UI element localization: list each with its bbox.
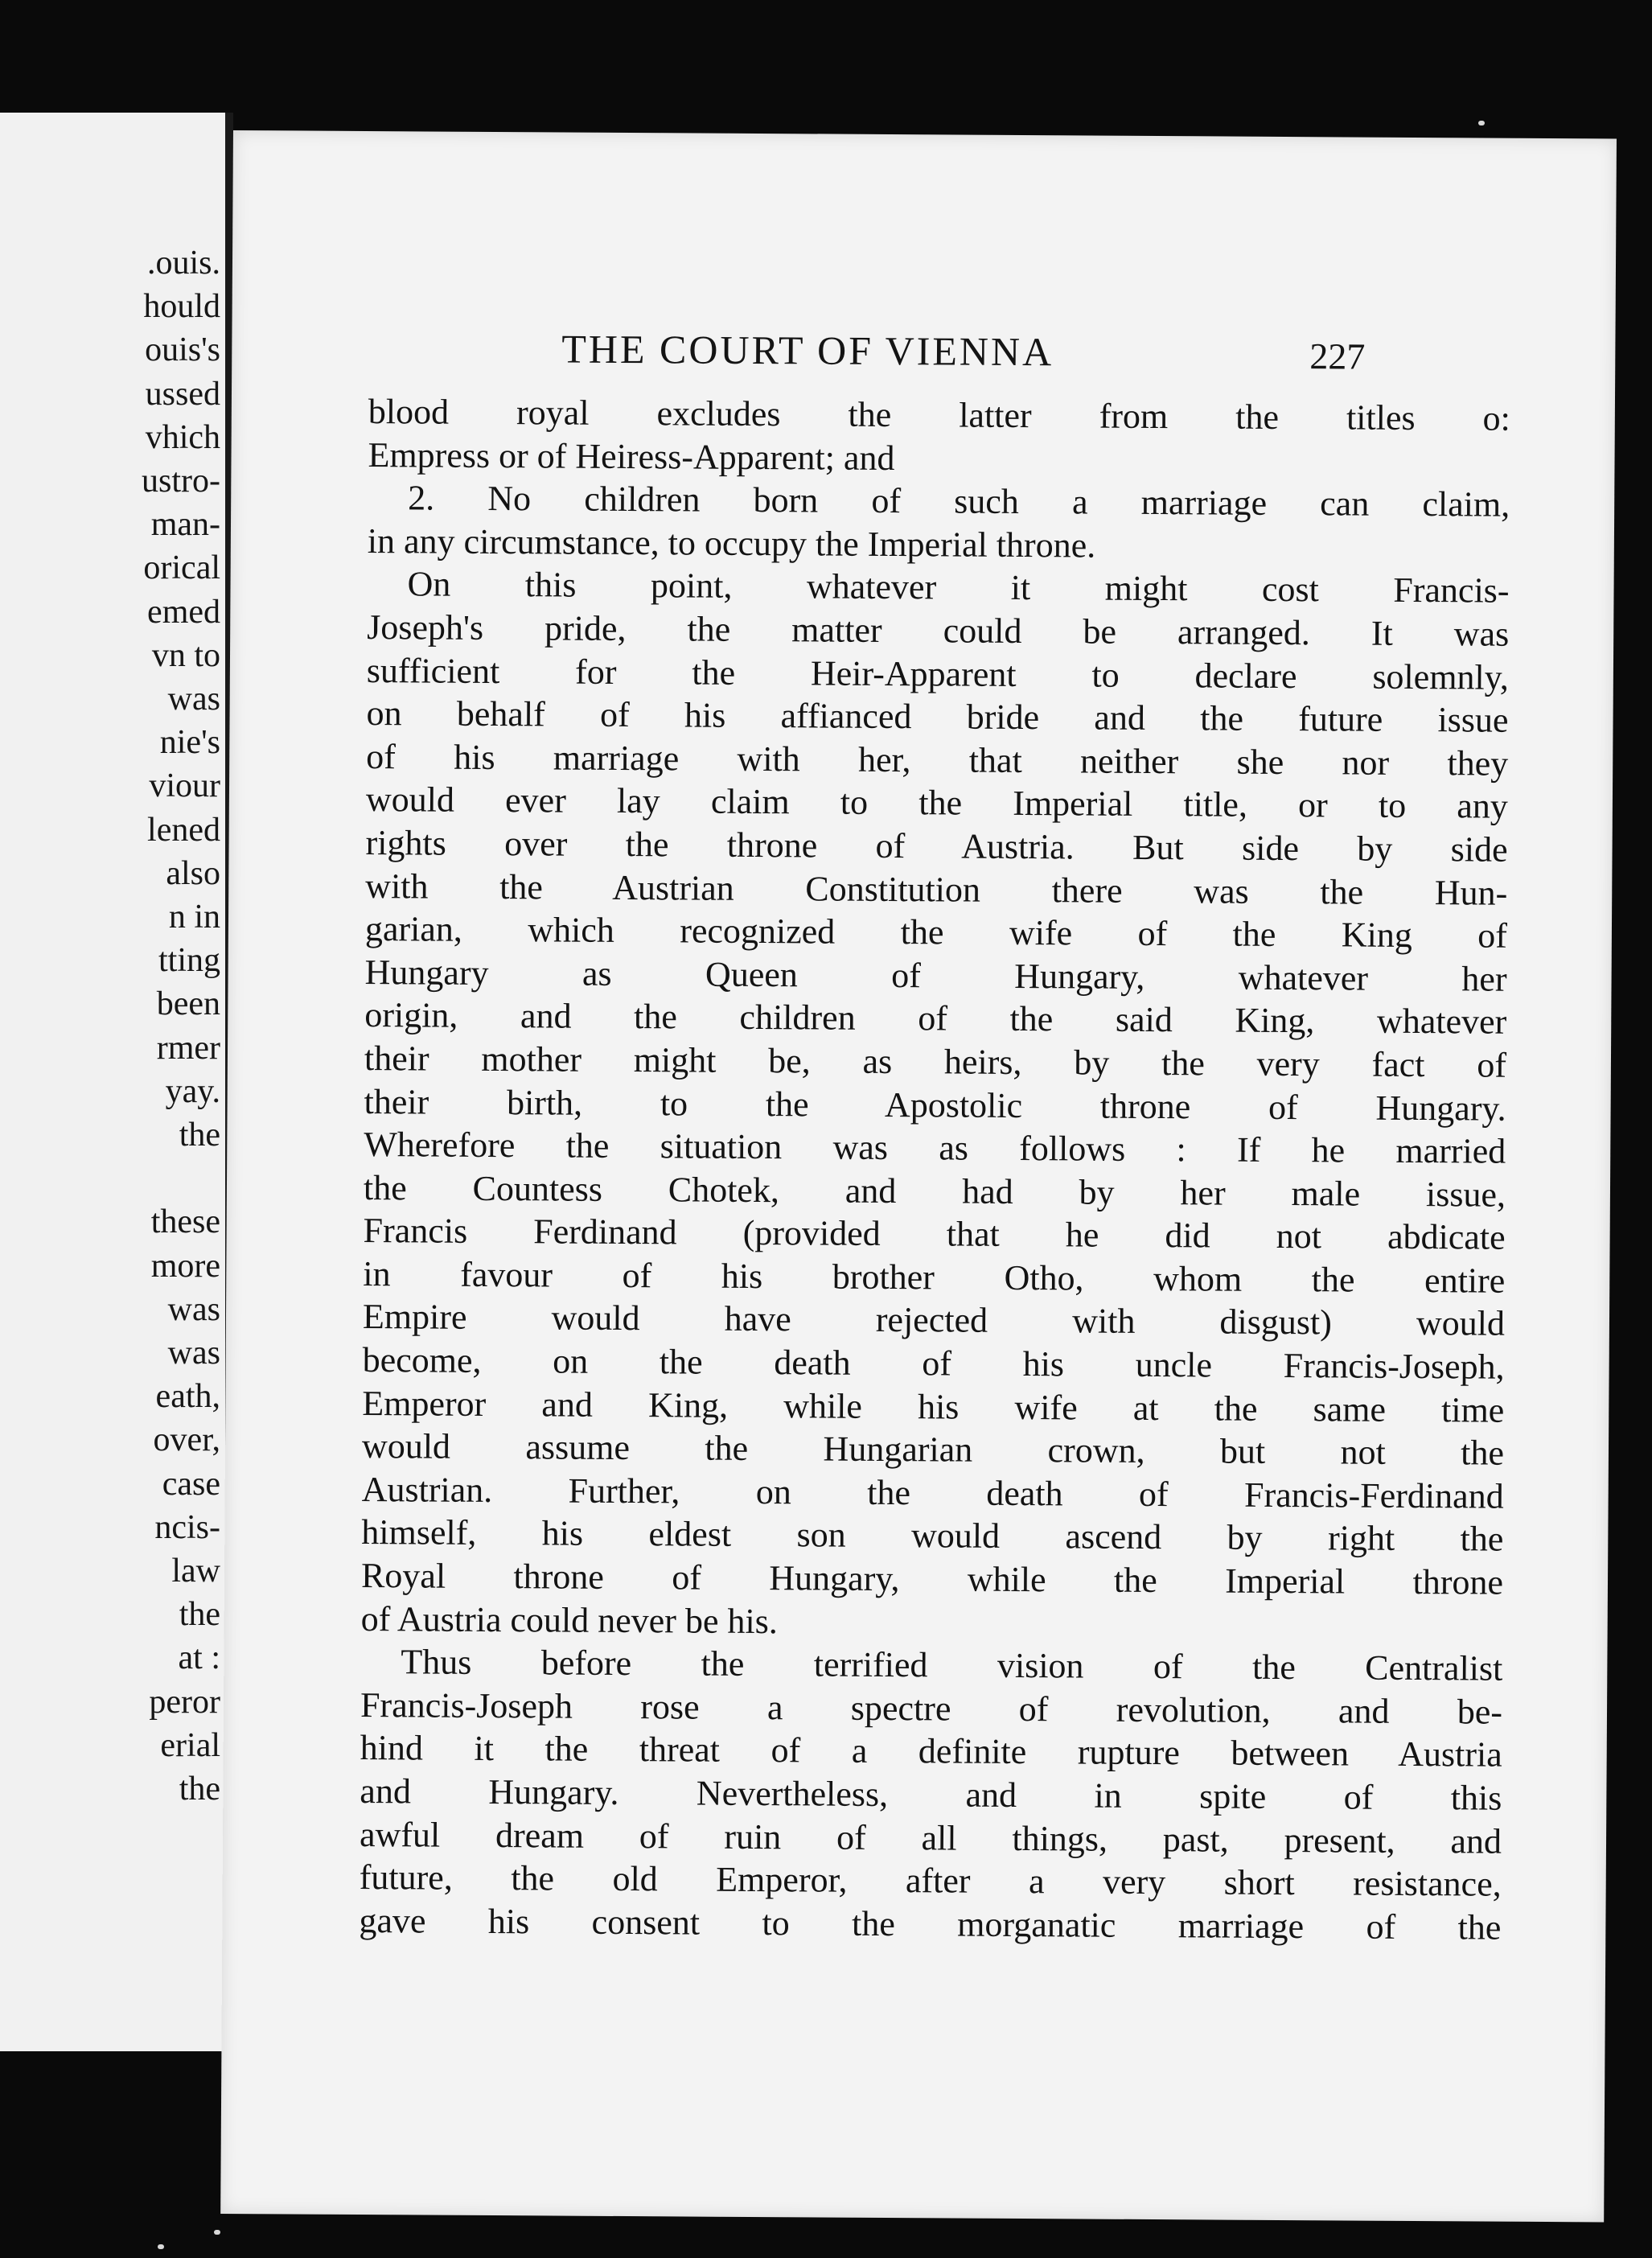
text-line: and Hungary. Nevertheless, and in spite of this [360, 1771, 1502, 1818]
text-line: Empire would have rejected with disgust) would [362, 1297, 1506, 1344]
text-line: with the Austrian Constitution there was the Hun- [365, 866, 1508, 913]
left-page-line-fragment: the [179, 1117, 220, 1154]
left-page-line-fragment: tting [158, 942, 220, 980]
left-page-line-fragment: emed [147, 593, 220, 631]
text-line: would assume the Hungarian crown, but not the [361, 1426, 1505, 1473]
left-page-line-fragment: peror [149, 1683, 220, 1721]
left-page-line-fragment: vn to [151, 636, 220, 674]
text-line: Royal throne of Hungary, while the Imperial throne [360, 1556, 1504, 1602]
left-page-line-fragment: case [162, 1465, 220, 1503]
text-line: would ever lay claim to the Imperial title, or to any [365, 779, 1509, 827]
text-line: On this point, whatever it might cost Francis- [407, 564, 1510, 611]
text-line: Wherefore the situation was as follows : If he married [364, 1125, 1506, 1171]
scan-speck [214, 2230, 220, 2235]
text-line: Joseph's pride, the matter could be arranged. It was [367, 607, 1510, 654]
left-page-line-fragment: nie's [159, 724, 220, 762]
left-page-line-fragment: law [171, 1553, 220, 1590]
left-page-line-fragment: ustro- [142, 463, 220, 500]
left-page-line-fragment: vhich [145, 418, 220, 456]
left-page-line-fragment: .ouis. [146, 245, 220, 282]
text-line: in favour of his brother Otho, whom the entire [363, 1253, 1506, 1301]
text-line: Hungary as Queen of Hungary, whatever her [364, 952, 1507, 999]
left-page-line-fragment: also [166, 854, 220, 892]
left-page-line-fragment: n in [168, 899, 220, 936]
left-page-line-fragment: hould [143, 288, 220, 326]
text-line: origin, and the children of the said King, whatever [364, 995, 1507, 1043]
left-page-line-fragment: was [167, 1290, 220, 1328]
left-page-line-fragment: over, [153, 1421, 220, 1459]
left-page-line-fragment: man- [150, 506, 220, 544]
running-title: THE COURT OF VIENNA [561, 326, 1054, 375]
left-page-line-fragment: the [179, 1596, 220, 1634]
left-page-line-fragment: ncis- [154, 1508, 220, 1546]
text-line: blood royal excludes the latter from the titles o: [368, 392, 1510, 438]
text-line: of his marriage with her, that neither she nor they [366, 736, 1509, 784]
text-line: awful dream of ruin of all things, past, present, and [359, 1814, 1502, 1861]
left-page-line-fragment: ouis's [145, 331, 220, 369]
text-line: hind it the threat of a definite rupture between Austria [360, 1728, 1502, 1775]
left-page-line-fragment: erial [160, 1726, 220, 1764]
text-line: on behalf of his affianced bride and the future issue [366, 693, 1509, 740]
text-line: garian, which recognized the wife of the King of [364, 909, 1508, 956]
text-line: Emperor and King, while his wife at the same time [362, 1383, 1505, 1430]
text-line: Francis-Joseph rose a spectre of revolution, and be- [360, 1684, 1503, 1732]
text-line: rights over the throne of Austria. But side by side [365, 822, 1508, 870]
scan-speck [1478, 121, 1485, 125]
text-line: their birth, to the Apostolic throne of Hungary. [364, 1081, 1506, 1129]
text-line: of Austria could never be his. [360, 1598, 778, 1641]
text-line: Francis Ferdinand (provided that he did not abdicate [363, 1211, 1506, 1257]
text-line: 2. No children born of such a marriage can claim, [408, 478, 1510, 524]
text-line: gave his consent to the morganatic marriage of the [359, 1900, 1502, 1947]
page-number: 227 [1309, 335, 1366, 377]
left-page-line-fragment: yay. [165, 1072, 220, 1110]
text-line: become, on the death of his uncle Francis-Joseph, [362, 1340, 1505, 1387]
left-page-line-fragment: viour [149, 767, 220, 805]
body-text [359, 390, 1510, 1949]
left-page-line-fragment: eath, [155, 1378, 220, 1416]
text-line: in any circumstance, to occupy the Imperial throne. [367, 520, 1096, 566]
left-page-fragment [0, 113, 225, 2051]
left-page-line-fragment: rmer [156, 1029, 220, 1067]
text-line: himself, his eldest son would ascend by right the [361, 1512, 1504, 1560]
text-line: sufficient for the Heir-Apparent to declare solemnly, [366, 650, 1510, 697]
running-head [232, 323, 1615, 389]
text-line: Thus before the terrified vision of the Centralist [401, 1642, 1503, 1688]
text-line: their mother might be, as heirs, by the very fact of [364, 1038, 1507, 1085]
left-page-line-fragment: the [179, 1771, 220, 1808]
left-page-line-fragment: been [156, 985, 220, 1023]
left-page-line-fragment: was [167, 1335, 220, 1372]
left-page-line-fragment: ussed [145, 375, 220, 413]
left-page-line-fragment: at : [178, 1639, 220, 1677]
left-page-line-fragment: these [150, 1203, 220, 1241]
scan-speck [158, 2244, 164, 2249]
text-line: future, the old Emperor, after a very short resistance, [359, 1857, 1502, 1904]
left-page-line-fragment: lened [147, 811, 220, 849]
right-page [220, 130, 1617, 2222]
text-line: Austrian. Further, on the death of Francis-Ferdinand [361, 1469, 1504, 1516]
text-line: the Countess Chotek, and had by her male issue, [363, 1167, 1506, 1215]
left-page-line-fragment: more [150, 1247, 220, 1285]
left-page-line-fragment: orical [143, 549, 220, 587]
text-line: Empress or of Heiress-Apparent; and [368, 434, 895, 478]
left-page-line-fragment: was [167, 681, 220, 718]
